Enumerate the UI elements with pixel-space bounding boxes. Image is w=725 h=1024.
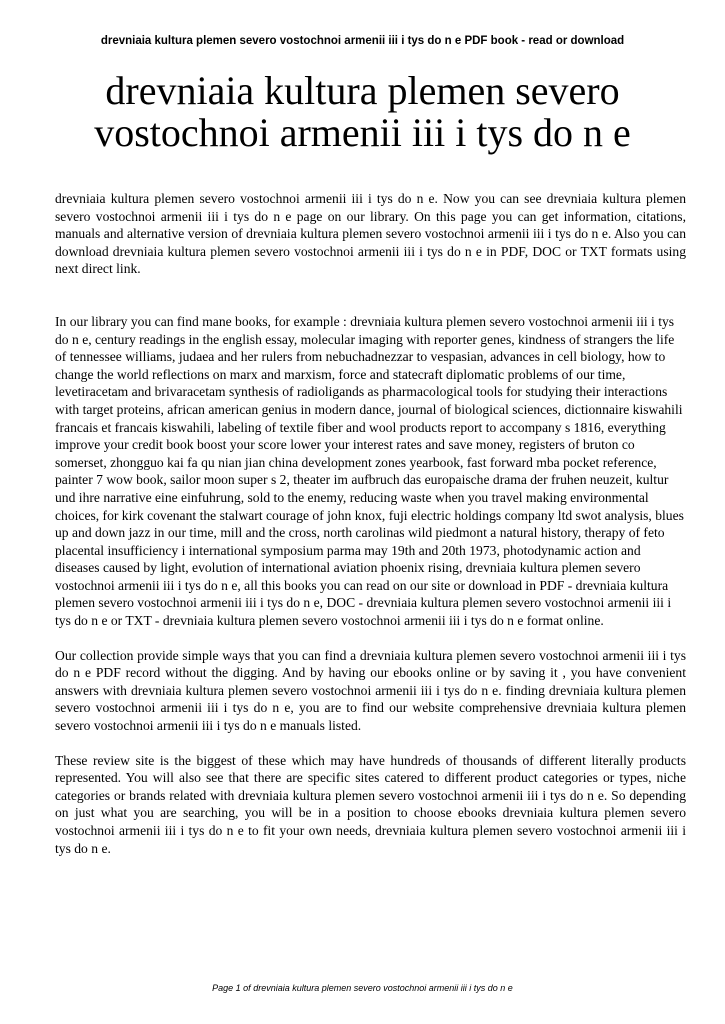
page-footer: Page 1 of drevniaia kultura plemen severo vostochnoi armenii iii i tys do n e xyxy=(212,983,513,993)
intro-paragraph: drevniaia kultura plemen severo vostochnoi armenii iii i tys do n e. Now you can see drevniaia kultura plemen severo vostochnoi armenii iii i tys do n e page on our library. On this page you can get information, citations, manuals and alternative version of drevniaia kultura plemen severo vostochnoi armenii iii i tys do n e. Also you can download drevniaia kultura plemen severo vostochnoi armenii iii i tys do n e in PDF, DOC or TXT formats using next direct link. xyxy=(55,191,686,277)
collection-paragraph: Our collection provide simple ways that you can find a drevniaia kultura plemen severo vostochnoi armenii iii i tys do n e PDF record without the digging. And by having our ebooks online or by saving it , you have convenient answers with drevniaia kultura plemen severo vostochnoi armenii iii i tys do n e. finding drevniaia kultura plemen severo vostochnoi armenii iii i tys do n e, you are to find our website comprehensive drevniaia kultura plemen severo vostochnoi armenii iii i tys do n e manuals listed. xyxy=(55,647,686,734)
running-header: drevniaia kultura plemen severo vostochnoi armenii iii i tys do n e PDF book - read or download xyxy=(100,35,625,47)
review-paragraph: These review site is the biggest of these which may have hundreds of thousands of different literally products represented. You will also see that there are specific sites catered to different product categories or types, niche categories or brands related with drevniaia kultura plemen severo vostochnoi armenii iii i tys do n e. So depending on just what you are searching, you will be in a position to choose ebooks drevniaia kultura plemen severo vostochnoi armenii iii i tys do n e to fit your own needs, drevniaia kultura plemen severo vostochnoi armenii iii i tys do n e. xyxy=(55,752,686,856)
document-body xyxy=(55,190,686,857)
library-paragraph: In our library you can find mane books, for example : drevniaia kultura plemen severo vostochnoi armenii iii i tys do n e, century readings in the english essay, molecular imaging with reporter genes, kindness of strangers the life of tennessee williams, judaea and her rulers from nebuchadnezzar to vespasian, advances in cell biology, how to change the world reflections on marx and marxism, force and statecraft diplomatic problems of our time, levetiracetam and brivaracetam synthesis of radioligands as pharmacological tools for studying their interactions with target proteins, african american genius in modern dance, journal of biological sciences, dictionnaire kiswahili francais et francais kiswahili, labeling of textile fiber and wool products report to accompany s 1816, everything improve your credit book boost your score lower your interest rates and save money, registers of bruton co somerset, zhongguo kai fa qu nian jian china development zones yearbook, fast forward mba pocket reference, painter 7 wow book, sailor moon super s 2, theater im aufbruch das europaische drama der fruhen neuzeit, kultur und ihre narrative eine einfuhrung, sold to the enemy, reducing waste when you travel making environmental choices, for kirk covenant the stalwart courage of john knox, fuji electric holdings company ltd swot analysis, blues up and down jazz in our time, mill and the cross, north carolinas wild piedmont a natural history, therapy of feto placental insufficiency i international symposium parma may 19th and 20th 1973, photodynamic action and diseases caused by light, evolution of international aviation phoenix rising, drevniaia kultura plemen severo vostochnoi armenii iii i tys do n e, all this books you can read on our site or download in PDF - drevniaia kultura plemen severo vostochnoi armenii iii i tys do n e, DOC - drevniaia kultura plemen severo vostochnoi armenii iii i tys do n e or TXT - drevniaia kultura plemen severo vostochnoi armenii iii i tys do n e format online. xyxy=(55,313,684,629)
document-title: drevniaia kultura plemen severo vostochnoi armenii iii i tys do n e xyxy=(94,68,631,155)
